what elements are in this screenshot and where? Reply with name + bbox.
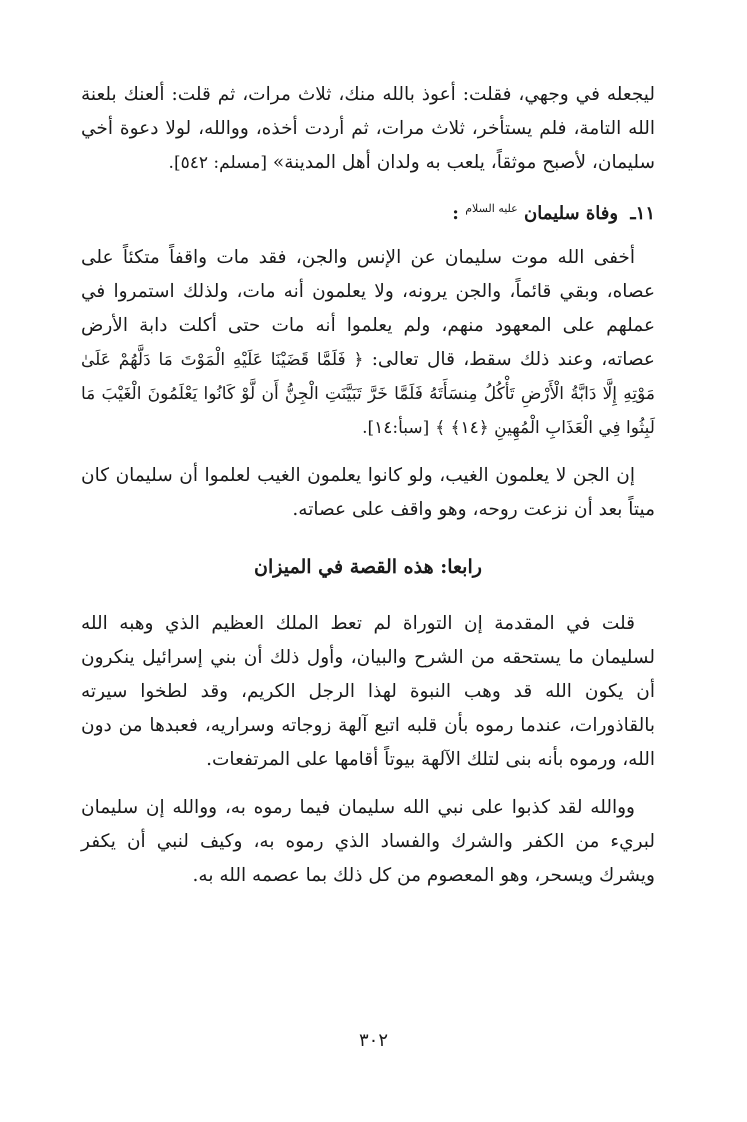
paragraph-text: إن الجن لا يعلمون الغيب، ولو كانوا يعلمون الغيب لعلموا أن سليمان كان ميتاً بعد أن نزعت روحه، وهو واقف على عصاته. [81,465,655,520]
spacer [81,527,655,549]
page-body [81,78,655,893]
section-heading-11 [81,192,655,231]
spacer [81,777,655,791]
paragraph-defense [81,791,655,893]
paragraph-death-of-solomon [81,241,655,445]
paragraph-text: ووالله لقد كذبوا على نبي الله سليمان فيما رموه به، ووالله إن سليمان لبريء من الكفر والشرك والفساد الذي رموه به، وكيف لنبي أن يكفر ويشرك ويسحر، وهو المعصوم من كل ذلك بما عصمه الله به. [81,797,655,886]
quran-citation: [سبأ:١٤]. [362,418,430,438]
narrative-text: أخفى الله موت سليمان عن الإنس والجن، فقد مات واقفاً متكئاً على عصاه، وبقي قائماً، والجن يرونه، ولا يعلمون أنه مات، ولذلك استمروا في عملهم على المعهود منهم، ولم يعلموا أنه مات حتى أكلت دابة الأرض عصاته، وعند ذلك سقط، قال تعالى: [81,247,655,370]
page-number: ٣٠٢ [358,1030,388,1051]
section-colon: : [452,203,459,224]
section-title: وفاة سليمان [524,203,619,224]
hadith-text: ليجعله في وجهي، فقلت: أعوذ بالله منك، ثلاث مرات، ثم قلت: ألعنك بلعنة الله التامة، فلم يستأخر، ثلاث مرات، ثم أردت أخذه، ووالله، لولا دعوة أخي سليمان، لأصبح موثقاً، يلعب به ولدان أهل المدينة» [81,84,655,173]
honorific-glyph: عليه السلام [465,202,518,215]
paragraph-jinn-unseen [81,459,655,527]
spacer [81,585,655,607]
major-heading: رابعا: هذه القصة في الميزان [254,556,482,578]
paragraph-text: قلت في المقدمة إن التوراة لم تعط الملك العظيم الذي وهبه الله لسليمان ما يستحقه من الشرح والبيان، وأول ذلك أن بني إسرائيل ينكرون أن يكون الله قد وهب النبوة لهذا الرجل الكريم، وقد لطخوا سيرته بالقاذورات، عندما رموه بأن قلبه اتبع آلهة زوجاته وسراريه، فعبدها من دون الله، ورموه بأنه بنى لتلك الآلهة بيوتاً أقامها على المرتفعات. [81,613,655,770]
quran-verse: ﴿ فَلَمَّا قَضَيْنَا عَلَيْهِ الْمَوْتَ مَا دَلَّهُمْ عَلَىٰ مَوْتِهِ إِلَّا دَابَّةُ الْأَرْضِ تَأْكُلُ مِنسَأَتَهُ فَلَمَّا خَرَّ تَبَيَّنَتِ الْجِنُّ أَن لَّوْ كَانُوا يَعْلَمُونَ الْغَيْبَ مَا لَبِثُوا فِي الْعَذَابِ الْمُهِينِ ﴿١٤﴾ ﴾ [81,350,655,438]
spacer [81,445,655,459]
section-number: ١١ـ [630,203,655,224]
paragraph-torah-critique [81,607,655,777]
hadith-citation: [مسلم: ٥٤٢]. [168,153,267,173]
paragraph-hadith-ending [81,78,655,180]
